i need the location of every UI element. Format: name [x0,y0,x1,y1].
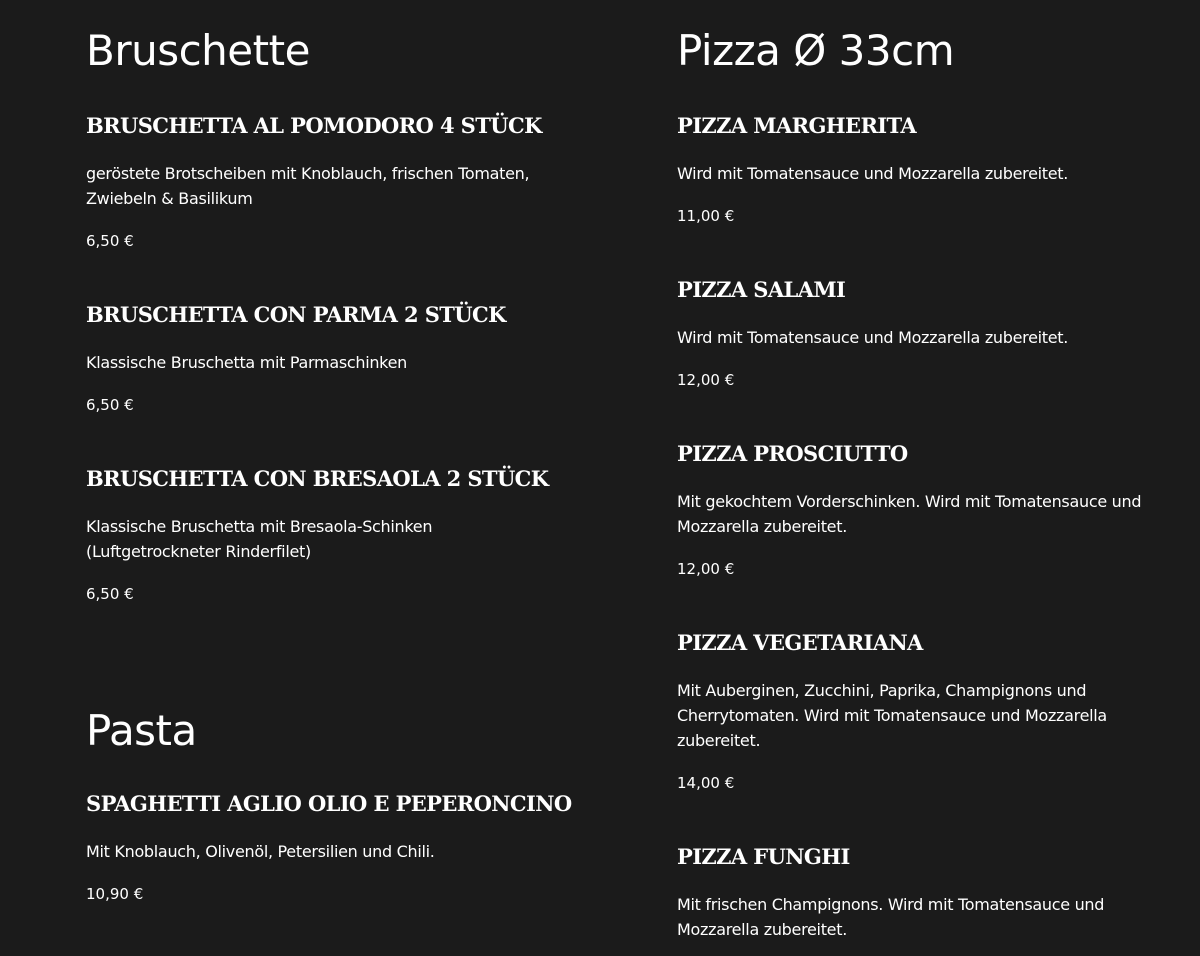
menu-item-description: Wird mit Tomatensauce und Mozzarella zubereitet. [677,164,1069,183]
menu-item [677,630,1157,793]
menu-item-name: PIZZA SALAMI [677,277,846,302]
menu-item [677,441,1157,579]
menu-item [86,302,566,415]
menu-item-name: BRUSCHETTA CON BRESAOLA 2 STÜCK [86,466,549,491]
menu-item-name: BRUSCHETTA AL POMODORO 4 STÜCK [86,113,542,138]
menu-item [86,113,566,251]
menu-item-description: Klassische Bruschetta mit Parmaschinken [86,353,407,372]
menu-item-description: geröstete Brotscheiben mit Knoblauch, frischen Tomaten, Zwiebeln & Basilikum [86,164,530,208]
menu-item-name: PIZZA MARGHERITA [677,113,917,138]
menu-item-name: PIZZA FUNGHI [677,844,850,869]
menu-item [677,277,1157,390]
menu-item-price: 12,00 € [677,560,735,578]
menu-item [677,844,1157,942]
menu-item-description: Klassische Bruschetta mit Bresaola-Schinken (Luftgetrockneter Rinderfilet) [86,517,433,561]
menu-item-price: 11,00 € [677,207,735,225]
menu-item [677,113,1157,226]
menu-item-description: Mit gekochtem Vorderschinken. Wird mit Tomatensauce und Mozzarella zubereitet. [677,492,1142,536]
menu-item-price: 6,50 € [86,232,134,250]
menu-item-price: 6,50 € [86,396,134,414]
menu-item-name: PIZZA PROSCIUTTO [677,441,908,466]
menu-item-name: PIZZA VEGETARIANA [677,630,923,655]
section-title-bruschette: Bruschette [86,26,310,75]
menu-item [86,791,572,904]
menu-item-price: 12,00 € [677,371,735,389]
menu-item-name: SPAGHETTI AGLIO OLIO E PEPERONCINO [86,791,572,816]
menu-item-description: Mit Knoblauch, Olivenöl, Petersilien und Chili. [86,842,435,861]
section-title-pasta: Pasta [86,706,197,755]
menu-item [86,466,566,604]
menu-item-description: Wird mit Tomatensauce und Mozzarella zubereitet. [677,328,1069,347]
menu-item-description: Mit frischen Champignons. Wird mit Tomatensauce und Mozzarella zubereitet. [677,895,1105,939]
menu-item-price: 10,90 € [86,885,144,903]
menu-item-description: Mit Auberginen, Zucchini, Paprika, Champignons und Cherrytomaten. Wird mit Tomatensauce und Mozzarella zubereitet. [677,681,1107,750]
menu-item-name: BRUSCHETTA CON PARMA 2 STÜCK [86,302,506,327]
section-title-pizza: Pizza Ø 33cm [677,26,955,75]
menu-item-price: 6,50 € [86,585,134,603]
menu-item-price: 14,00 € [677,774,735,792]
